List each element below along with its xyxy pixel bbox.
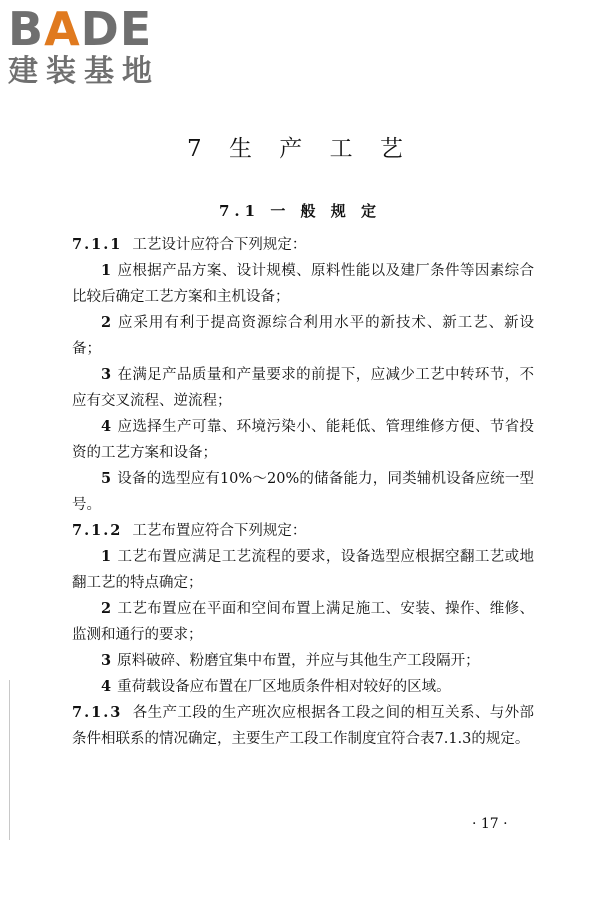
- item-text: 在满足产品质量和产量要求的前提下，应减少工艺中转环节，不应有交叉流程、逆流程；: [72, 367, 534, 409]
- item-number: 1: [101, 262, 112, 279]
- item-number: 4: [101, 678, 112, 695]
- clause-7-1-3: [72, 700, 534, 752]
- clause-item: [72, 466, 534, 518]
- logo-letters: DE: [80, 2, 153, 56]
- logo-wordmark: [8, 4, 178, 54]
- item-number: 2: [101, 600, 112, 617]
- clause-number: 7.1.1: [72, 236, 123, 253]
- item-number: 4: [101, 418, 112, 435]
- clause-item: [72, 674, 534, 700]
- clause-item: [72, 258, 534, 310]
- item-number: 2: [101, 314, 112, 331]
- clause-item: [72, 310, 534, 362]
- item-number: 1: [101, 548, 112, 565]
- clause-number: 7.1.3: [72, 704, 123, 721]
- clause-text: 工艺布置应符合下列规定：: [132, 523, 307, 539]
- item-number: 3: [101, 366, 112, 383]
- item-number: 3: [101, 652, 112, 669]
- item-text: 应选择生产可靠、环境污染小、能耗低、管理维修方便、节省投资的工艺方案和设备；: [72, 419, 534, 461]
- chapter-title: 7 生 产 工 艺: [187, 136, 413, 162]
- item-number: 5: [101, 470, 112, 487]
- clause-text: 各生产工段的生产班次应根据各工段之间的相互关系、与外部条件相联系的情况确定，主要生产工段工作制度宜符合表7.1.3的规定。: [72, 705, 534, 747]
- item-text: 应采用有利于提高资源综合利用水平的新技术、新工艺、新设备；: [72, 315, 534, 357]
- clause-item: [72, 544, 534, 596]
- logo-subtitle: 建装基地: [8, 54, 160, 89]
- clause-item: [72, 648, 534, 674]
- publisher-logo: [8, 4, 178, 96]
- clause-item: [72, 362, 534, 414]
- item-text: 工艺布置应满足工艺流程的要求，设备选型应根据空翻工艺或地翻工艺的特点确定；: [72, 549, 534, 591]
- page-number: · 17 ·: [472, 816, 508, 832]
- section-title: 7.1 一 般 规 定: [219, 202, 381, 220]
- item-text: 重荷载设备应布置在厂区地质条件相对较好的区域。: [117, 679, 451, 695]
- logo-accent-letter: A: [44, 2, 81, 56]
- item-text: 工艺布置应在平面和空间布置上满足施工、安装、操作、维修、监测和通行的要求；: [72, 601, 534, 643]
- item-text: 应根据产品方案、设计规模、原料性能以及建厂条件等因素综合比较后确定工艺方案和主机设备；: [72, 263, 534, 305]
- scan-edge-line: [9, 680, 10, 840]
- clause-item: [72, 414, 534, 466]
- clause-7-1-2: [72, 518, 534, 544]
- clause-number: 7.1.2: [72, 522, 123, 539]
- logo-letter: B: [8, 2, 45, 56]
- clause-text: 工艺设计应符合下列规定：: [132, 237, 307, 253]
- clause-7-1-1: [72, 232, 534, 258]
- item-text: 设备的选型应有10%～20%的储备能力，同类辅机设备应统一型号。: [72, 471, 534, 513]
- clause-item: [72, 596, 534, 648]
- section-body: [72, 232, 534, 752]
- item-text: 原料破碎、粉磨宜集中布置，并应与其他生产工段隔开；: [117, 653, 480, 669]
